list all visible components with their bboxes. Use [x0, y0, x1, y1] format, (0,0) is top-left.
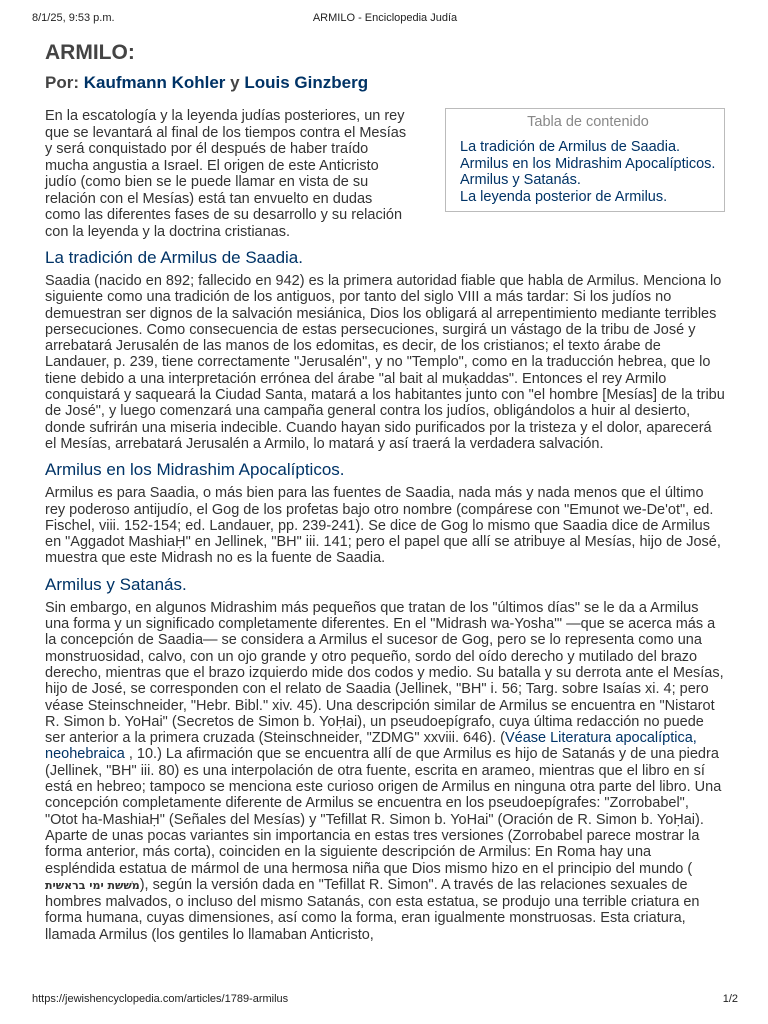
print-header: [32, 12, 738, 28]
author-link-kohler[interactable]: Kaufmann Kohler: [83, 73, 226, 92]
intro-paragraph: En la escatología y la leyenda judías posteriores, un rey que se levantará al final de los tiempos contra el Mesías y será conquistado por él después de haber traído mucha angustia a Israel. El origen de este Anticristo judío (como bien se le puede llamar en vista de su relación con el Mesías) está tan envuelto en dudas como las diferentes fases de su desarrollo y su relación con la leyenda y la doctrina cristianas.: [45, 108, 407, 240]
literatura-apocaliptica-link[interactable]: Véase Literatura apocalíptica, neohebraica: [45, 730, 697, 763]
section-text-saadia: Saadia (nacido en 892; fallecido en 942) es la primera autoridad fiable que habla de Armilus. Menciona lo siguiente como una tradición de los antiguos, por tanto del siglo VIII a más tardar: Si los judíos no demuestran ser dignos de la salvación mesiánica, Dios los obligará al arrepentimiento mediante terribles persecuciones. Como consecuencia de estas persecuciones, surgirá un vástago de la tribu de José y arrebatará Jerusalén de las manos de los edomitas, es decir, de los cristianos; el texto árabe de Landauer, p. 239, tiene correctamente "Jerusalén", y no "Templo", como en la traducción hebrea, que lo tiene debido a una interpretación errónea del árabe "al bait al muḳaddas". Entonces el rey Armilo conquistará y saqueará la Ciudad Santa, matará a los habitantes junto con "el hombre [Mesías] de la tribu de José", y luego comenzará una campaña general contra los judíos, obligándolos a huir al desierto, donde sufrirán una miseria indecible. Cuando hayan sido purificados por la tristeza y el dolor, aparecerá el Mesías, arrebatará Jerusalén a Armilo, lo matará y así traerá la verdadera salvación.: [45, 273, 725, 452]
satanas-text-part-c: ), según la versión dada en "Tefillat R. Simon". A través de las relaciones sexuales de hombres malvados, o incluso del mismo Satanás, con esta estatua, se produjo una terrible criatura en forma humana, cuyas dimensiones, así como la forma, eran igualmente monstruosas. Esta criatura, llamada Armilus (los gentiles lo llamaban Anticristo,: [45, 876, 700, 943]
toc-link-midrashim[interactable]: Armilus en los Midrashim Apocalípticos.: [460, 155, 716, 172]
author-link-ginzberg[interactable]: Louis Ginzberg: [244, 73, 369, 92]
toc-link-posterior[interactable]: La leyenda posterior de Armilus.: [460, 188, 668, 205]
print-footer: [32, 993, 738, 1009]
byline-join: y: [230, 73, 240, 92]
section-heading-saadia: La tradición de Armilus de Saadia.: [45, 248, 303, 267]
print-url: https://jewishencyclopedia.com/articles/1789-armilus: [32, 993, 289, 1005]
section-text-midrashim: Armilus es para Saadia, o más bien para las fuentes de Saadia, nada más y nada menos que el último rey poderoso antijudío, el Gog de los profetas bajo otro nombre (compárese con "Emunot we-De'ot", ed. Fischel, viii. 152-154; ed. Landauer, pp. 239-241). Se dice de Gog lo mismo que Saadia dice de Armilus en "Aggadot MashiaḤ" en Jellinek, "BH" iii. 141; pero el papel que allí se atribuye al Mesías, hijo de José, muestra que este Midrash no es la fuente de Saadia.: [45, 485, 721, 567]
byline-prefix: Por:: [45, 73, 79, 92]
page-number: 1/2: [722, 993, 738, 1005]
byline: [45, 70, 725, 96]
toc-link-saadia[interactable]: La tradición de Armilus de Saadia.: [460, 139, 681, 155]
section-heading-satanas: Armilus y Satanás.: [45, 574, 187, 594]
print-date: 8/1/25, 9:53 p.m.: [32, 12, 115, 24]
article: [45, 38, 725, 943]
table-of-contents: [445, 108, 725, 212]
satanas-text-part-b: , 10.) La afirmación que se encuentra allí de que Armilus es hijo de Satanás y de una piedra (Jellinek, "BH" iii. 80) es una interpolación de otra fuente, escrita en arameo, mientras que el libro en sí está en hebreo; tampoco se menciona este curioso origen de Armilus en ninguna otra parte del libro. Una concepción completamente diferente de Armilus se encuentra en los pseudoepígrafes: "Zorrobabel", "Otot ha-MashiaḤ" (Señales del Mesías) y "Tefillat R. Simon b. YoHai" (Oración de R. Simon b. YoḤai). Aparte de unas pocas variantes sin importancia en estas tres versiones (Zorrobabel parece mostrar la forma anterior, más corta), coinciden en la siguiente descripción de Armilus: En Roma hay una espléndida estatua de mármol de una hermosa niña que Dios mismo hizo en el principio del mundo (: [45, 746, 722, 877]
intro-area: [45, 108, 725, 240]
section-text-satanas: [45, 600, 725, 943]
satanas-text-part-a: Sin embargo, en algunos Midrashim más pequeños que tratan de los "últimos días" se le da a Armilus una forma y un significado completamente diferentes. En el "Midrash wa-Yosha'" —que se acerca más a la concepción de Saadia— se considera a Armilus el sucesor de Gog, pero se lo representa como una monstruosidad, calvo, con un ojo grande y otro pequeño, sordo del oído derecho y mutilado del brazo derecho, mientras que el brazo izquierdo mide dos codos y medio. Su batalla y su derrota ante el Mesías, hijo de José, se corresponden con el relato de Saadia (Jellinek, "BH" i. 56; Targ. sobre Isaías xi. 4; pero véase Steinschneider, "Hebr. Bibl." xiv. 45). Una descripción similar de Armilus se encuentra en "Nistarot R. Simon b. YoHai" (Secretos de Simon b. YoḤai), un pseudoepígrafo, cuya última redacción no puede ser anterior a la primera cruzada (Steinschneider, "ZDMG" xxviii. 646). (: [45, 599, 724, 747]
section-heading-midrashim: Armilus en los Midrashim Apocalípticos.: [45, 460, 345, 480]
toc-title: Tabla de contenido: [527, 114, 649, 130]
toc-link-satanas[interactable]: Armilus y Satanás.: [460, 172, 581, 188]
print-title: ARMILO - Enciclopedia Judía: [312, 12, 458, 24]
article-title: ARMILO:: [45, 41, 135, 64]
hebrew-phrase: משׁשת ימי בראשית: [45, 878, 140, 892]
